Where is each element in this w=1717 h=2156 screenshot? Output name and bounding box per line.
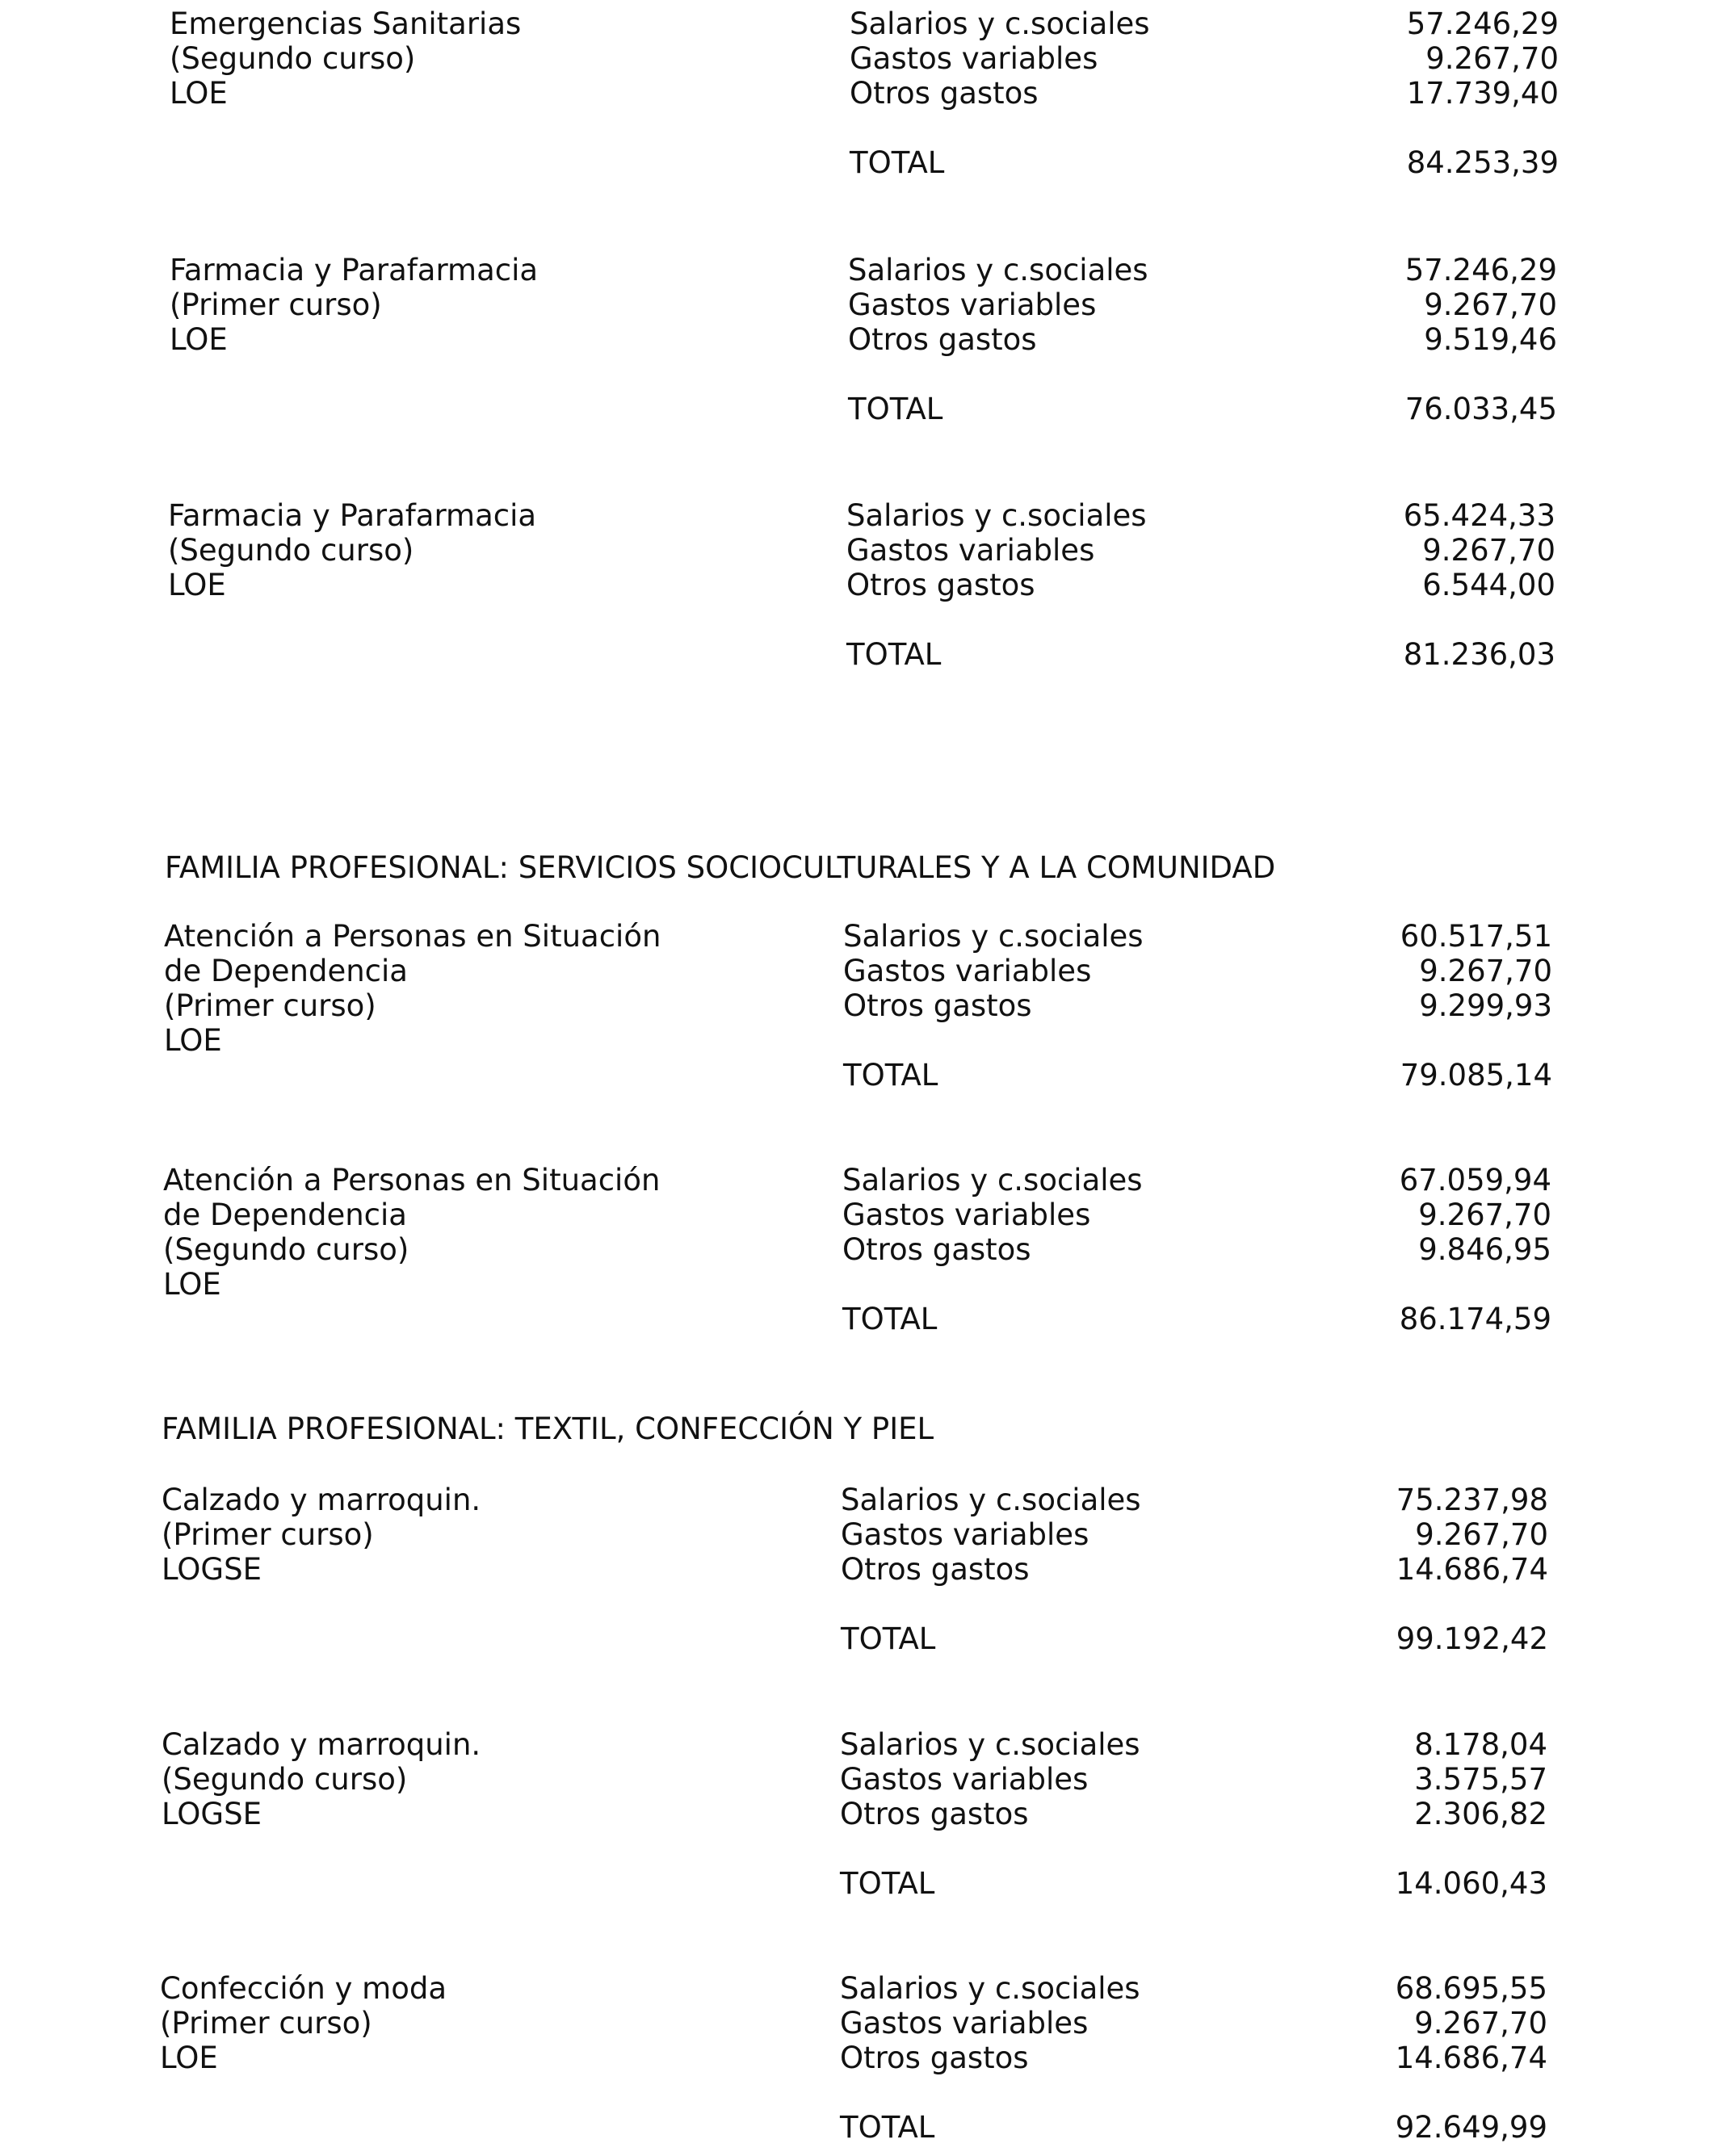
total-row — [842, 1302, 1551, 1336]
cost-value: 9.267,70 — [1425, 41, 1559, 76]
cost-label: Gastos variables — [842, 1198, 1091, 1232]
cost-label: Gastos variables — [843, 954, 1092, 988]
cost-row — [840, 1797, 1547, 1831]
course-name — [168, 498, 895, 602]
total-row — [841, 1621, 1548, 1656]
cost-value: 57.246,29 — [1404, 253, 1557, 287]
cost-row — [840, 1727, 1547, 1762]
course-name-line: Atención a Personas en Situación — [164, 919, 661, 954]
cost-row — [840, 2041, 1547, 2075]
course-name-line: LOE — [170, 76, 228, 111]
cost-table — [840, 1971, 1547, 2145]
cost-label: Otros gastos — [840, 1797, 1029, 1831]
total-label: TOTAL — [850, 145, 945, 180]
total-value: 76.033,45 — [1404, 392, 1557, 426]
total-value: 99.192,42 — [1396, 1621, 1548, 1656]
cost-label: Otros gastos — [840, 2041, 1029, 2075]
total-label: TOTAL — [840, 2110, 935, 2145]
cost-value: 8.178,04 — [1414, 1727, 1547, 1762]
course-name-line: LOE — [168, 568, 226, 602]
total-label: TOTAL — [846, 637, 942, 672]
course-name-line: Atención a Personas en Situación — [163, 1163, 661, 1198]
cost-value: 9.267,70 — [1424, 287, 1557, 322]
cost-label: Gastos variables — [841, 1517, 1089, 1552]
cost-row — [842, 1198, 1551, 1232]
course-name-line: LOGSE — [162, 1797, 262, 1831]
cost-value: 6.544,00 — [1422, 568, 1555, 602]
cost-value: 65.424,33 — [1403, 498, 1555, 533]
course-name-line: (Primer curso) — [160, 2006, 372, 2041]
course-name-line: de Dependencia — [163, 1198, 407, 1232]
total-value: 84.253,39 — [1406, 145, 1559, 180]
course-name — [164, 919, 891, 1058]
cost-value: 9.267,70 — [1415, 1517, 1548, 1552]
cost-row — [843, 919, 1552, 954]
cost-row — [850, 76, 1559, 111]
total-value: 86.174,59 — [1399, 1302, 1551, 1336]
course-name-line: Confección y moda — [160, 1971, 447, 2006]
cost-label: Salarios y c.sociales — [841, 1483, 1141, 1517]
cost-row — [841, 1517, 1548, 1552]
cost-value: 9.299,93 — [1419, 988, 1552, 1023]
course-name — [170, 253, 896, 357]
cost-table — [842, 1163, 1551, 1336]
course-name-line: LOE — [160, 2041, 218, 2075]
cost-row — [840, 1971, 1547, 2006]
cost-value: 14.686,74 — [1395, 2041, 1547, 2075]
total-row — [848, 392, 1557, 426]
course-name — [163, 1163, 890, 1302]
cost-value: 57.246,29 — [1406, 6, 1559, 41]
cost-value: 14.686,74 — [1396, 1552, 1548, 1587]
cost-label: Salarios y c.sociales — [846, 498, 1147, 533]
cost-label: Gastos variables — [840, 2006, 1089, 2041]
total-label: TOTAL — [840, 1866, 935, 1901]
total-value: 92.649,99 — [1395, 2110, 1547, 2145]
cost-row — [848, 287, 1557, 322]
family-heading: FAMILIA PROFESIONAL: SERVICIOS SOCIOCULTURALES Y A LA COMUNIDAD — [165, 850, 1276, 885]
cost-row — [840, 1762, 1547, 1797]
course-name-line: (Segundo curso) — [162, 1762, 408, 1797]
cost-label: Salarios y c.sociales — [840, 1727, 1140, 1762]
cost-value: 9.267,70 — [1422, 533, 1555, 568]
cost-label: Otros gastos — [842, 1232, 1031, 1267]
course-name-line: (Primer curso) — [164, 988, 376, 1023]
course-name-line: Farmacia y Parafarmacia — [168, 498, 537, 533]
total-value: 14.060,43 — [1395, 1866, 1547, 1901]
course-name-line: (Primer curso) — [162, 1517, 374, 1552]
total-label: TOTAL — [848, 392, 943, 426]
cost-label: Gastos variables — [848, 287, 1097, 322]
cost-value: 2.306,82 — [1414, 1797, 1547, 1831]
total-row — [843, 1058, 1552, 1093]
family-heading: FAMILIA PROFESIONAL: TEXTIL, CONFECCIÓN Y PIEL — [162, 1411, 934, 1446]
cost-table — [843, 919, 1552, 1093]
cost-row — [850, 6, 1559, 41]
cost-row — [843, 988, 1552, 1023]
course-name-line: Emergencias Sanitarias — [170, 6, 522, 41]
cost-label: Salarios y c.sociales — [842, 1163, 1143, 1198]
cost-row — [841, 1552, 1548, 1587]
course-name-line: LOE — [170, 322, 228, 357]
total-row — [840, 1866, 1547, 1901]
total-label: TOTAL — [841, 1621, 936, 1656]
cost-table — [840, 1727, 1547, 1901]
course-name — [160, 1971, 887, 2075]
course-name-line: (Primer curso) — [170, 287, 382, 322]
cost-value: 9.267,70 — [1418, 1198, 1551, 1232]
total-label: TOTAL — [842, 1302, 938, 1336]
total-row — [846, 637, 1555, 672]
cost-row — [848, 253, 1557, 287]
cost-value: 9.267,70 — [1419, 954, 1552, 988]
cost-table — [848, 253, 1557, 426]
course-name-line: Calzado y marroquin. — [162, 1727, 481, 1762]
course-name-line: de Dependencia — [164, 954, 408, 988]
cost-value: 9.267,70 — [1414, 2006, 1547, 2041]
cost-label: Otros gastos — [841, 1552, 1030, 1587]
cost-label: Gastos variables — [840, 1762, 1089, 1797]
course-name-line: (Segundo curso) — [163, 1232, 409, 1267]
cost-label: Otros gastos — [846, 568, 1035, 602]
cost-table — [841, 1483, 1548, 1656]
total-row — [850, 145, 1559, 180]
cost-label: Otros gastos — [843, 988, 1032, 1023]
cost-row — [840, 2006, 1547, 2041]
cost-row — [846, 568, 1555, 602]
cost-row — [843, 954, 1552, 988]
cost-value: 75.237,98 — [1396, 1483, 1548, 1517]
cost-value: 17.739,40 — [1406, 76, 1559, 111]
cost-row — [846, 533, 1555, 568]
cost-row — [842, 1232, 1551, 1267]
cost-value: 60.517,51 — [1400, 919, 1552, 954]
cost-row — [850, 41, 1559, 76]
cost-table — [846, 498, 1555, 672]
cost-table — [850, 6, 1559, 180]
course-name — [162, 1727, 888, 1831]
cost-label: Gastos variables — [846, 533, 1095, 568]
total-row — [840, 2110, 1547, 2145]
course-name — [170, 6, 896, 111]
cost-label: Salarios y c.sociales — [840, 1971, 1140, 2006]
cost-value: 9.519,46 — [1424, 322, 1557, 357]
course-name-line: LOGSE — [162, 1552, 262, 1587]
cost-row — [848, 322, 1557, 357]
cost-label: Otros gastos — [850, 76, 1039, 111]
cost-value: 67.059,94 — [1399, 1163, 1551, 1198]
cost-value: 68.695,55 — [1395, 1971, 1547, 2006]
cost-value: 9.846,95 — [1418, 1232, 1551, 1267]
course-name-line: LOE — [163, 1267, 221, 1302]
course-name-line: LOE — [164, 1023, 222, 1058]
cost-row — [846, 498, 1555, 533]
course-name-line: Calzado y marroquin. — [162, 1483, 481, 1517]
cost-label: Salarios y c.sociales — [848, 253, 1148, 287]
course-name — [162, 1483, 888, 1587]
cost-label: Salarios y c.sociales — [850, 6, 1150, 41]
total-value: 79.085,14 — [1400, 1058, 1552, 1093]
course-name-line: Farmacia y Parafarmacia — [170, 253, 539, 287]
cost-label: Gastos variables — [850, 41, 1098, 76]
cost-value: 3.575,57 — [1414, 1762, 1547, 1797]
course-name-line: (Segundo curso) — [168, 533, 414, 568]
cost-label: Otros gastos — [848, 322, 1037, 357]
course-name-line: (Segundo curso) — [170, 41, 416, 76]
cost-label: Salarios y c.sociales — [843, 919, 1144, 954]
total-value: 81.236,03 — [1403, 637, 1555, 672]
cost-row — [841, 1483, 1548, 1517]
total-label: TOTAL — [843, 1058, 938, 1093]
cost-row — [842, 1163, 1551, 1198]
